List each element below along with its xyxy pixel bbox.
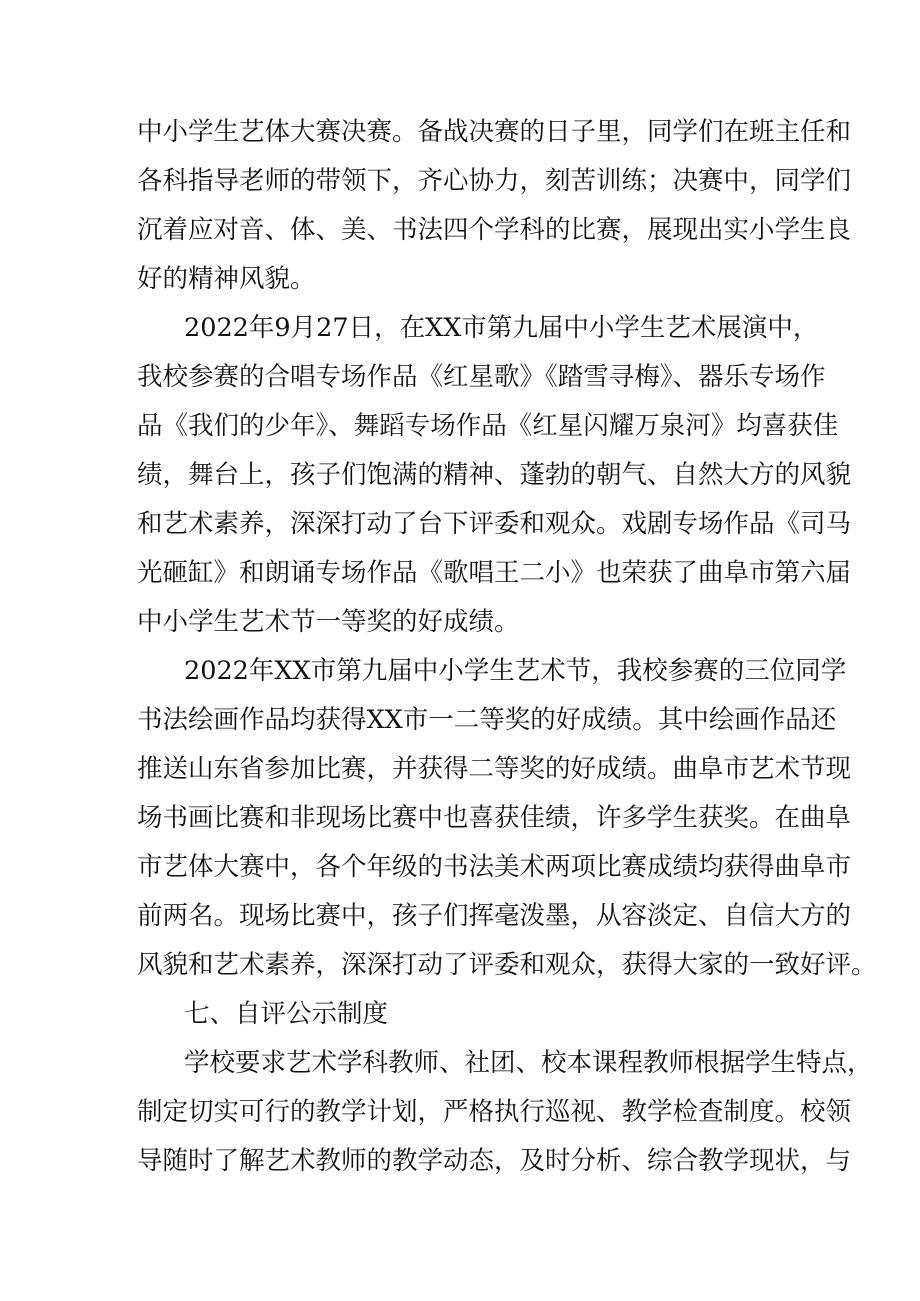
- paragraph-line: 书法绘画作品均获得XX市一二等奖的好成绩。其中绘画作品还: [137, 705, 837, 735]
- paragraph-line: 风貌和艺术素养，深深打动了评委和观众，获得大家的一致好评。: [137, 950, 877, 980]
- paragraph-line: 品《我们的少年》、舞蹈专场作品《红星闪耀万泉河》均喜获佳: [137, 411, 839, 441]
- paragraph-line: 学校要求艺术学科教师、社团、校本课程教师根据学生特点，: [184, 1048, 873, 1078]
- paragraph-line: 绩，舞台上，孩子们饱满的精神、蓬勃的朝气、自然大方的风貌: [137, 460, 852, 490]
- paragraph-line: 市艺体大赛中，各个年级的书法美术两项比赛成绩均获得曲阜市: [137, 852, 852, 882]
- paragraph-line: 和艺术素养，深深打动了台下评委和观众。戏剧专场作品《司马: [137, 509, 852, 539]
- paragraph-line: 我校参赛的合唱专场作品《红星歌》《踏雪寻梅》、器乐专场作: [137, 362, 826, 392]
- paragraph-line: 前两名。现场比赛中，孩子们挥毫泼墨，从容淡定、自信大方的: [137, 901, 852, 931]
- paragraph-line: 光砸缸》和朗诵专场作品《歌唱王二小》也荣获了曲阜市第六届: [137, 558, 852, 588]
- paragraph-line: 场书画比赛和非现场比赛中也喜获佳绩，许多学生获奖。在曲阜: [137, 803, 852, 833]
- paragraph-line: 推送山东省参加比赛，并获得二等奖的好成绩。曲阜市艺术节现: [137, 754, 852, 784]
- section-heading: 七、自评公示制度: [184, 999, 389, 1029]
- paragraph-line: 各科指导老师的带领下，齐心协力，刻苦训练；决赛中，同学们: [137, 166, 852, 196]
- paragraph-line: 中小学生艺术节一等奖的好成绩。: [137, 607, 520, 637]
- paragraph-line: 沉着应对音、体、美、书法四个学科的比赛，展现出实小学生良: [137, 215, 852, 245]
- paragraph-line: 制定切实可行的教学计划，严格执行巡视、教学检查制度。校领: [137, 1097, 852, 1127]
- paragraph-line: 导随时了解艺术教师的教学动态，及时分析、综合教学现状，与: [137, 1146, 852, 1176]
- paragraph-line: 好的精神风貌。: [137, 264, 316, 294]
- paragraph-line: 中小学生艺体大赛决赛。备战决赛的日子里，同学们在班主任和: [137, 117, 852, 147]
- paragraph-line: 2022年9月27日，在XX市第九届中小学生艺术展演中，: [184, 313, 819, 343]
- paragraph-line: 2022年XX市第九届中小学生艺术节，我校参赛的三位同学: [184, 656, 847, 686]
